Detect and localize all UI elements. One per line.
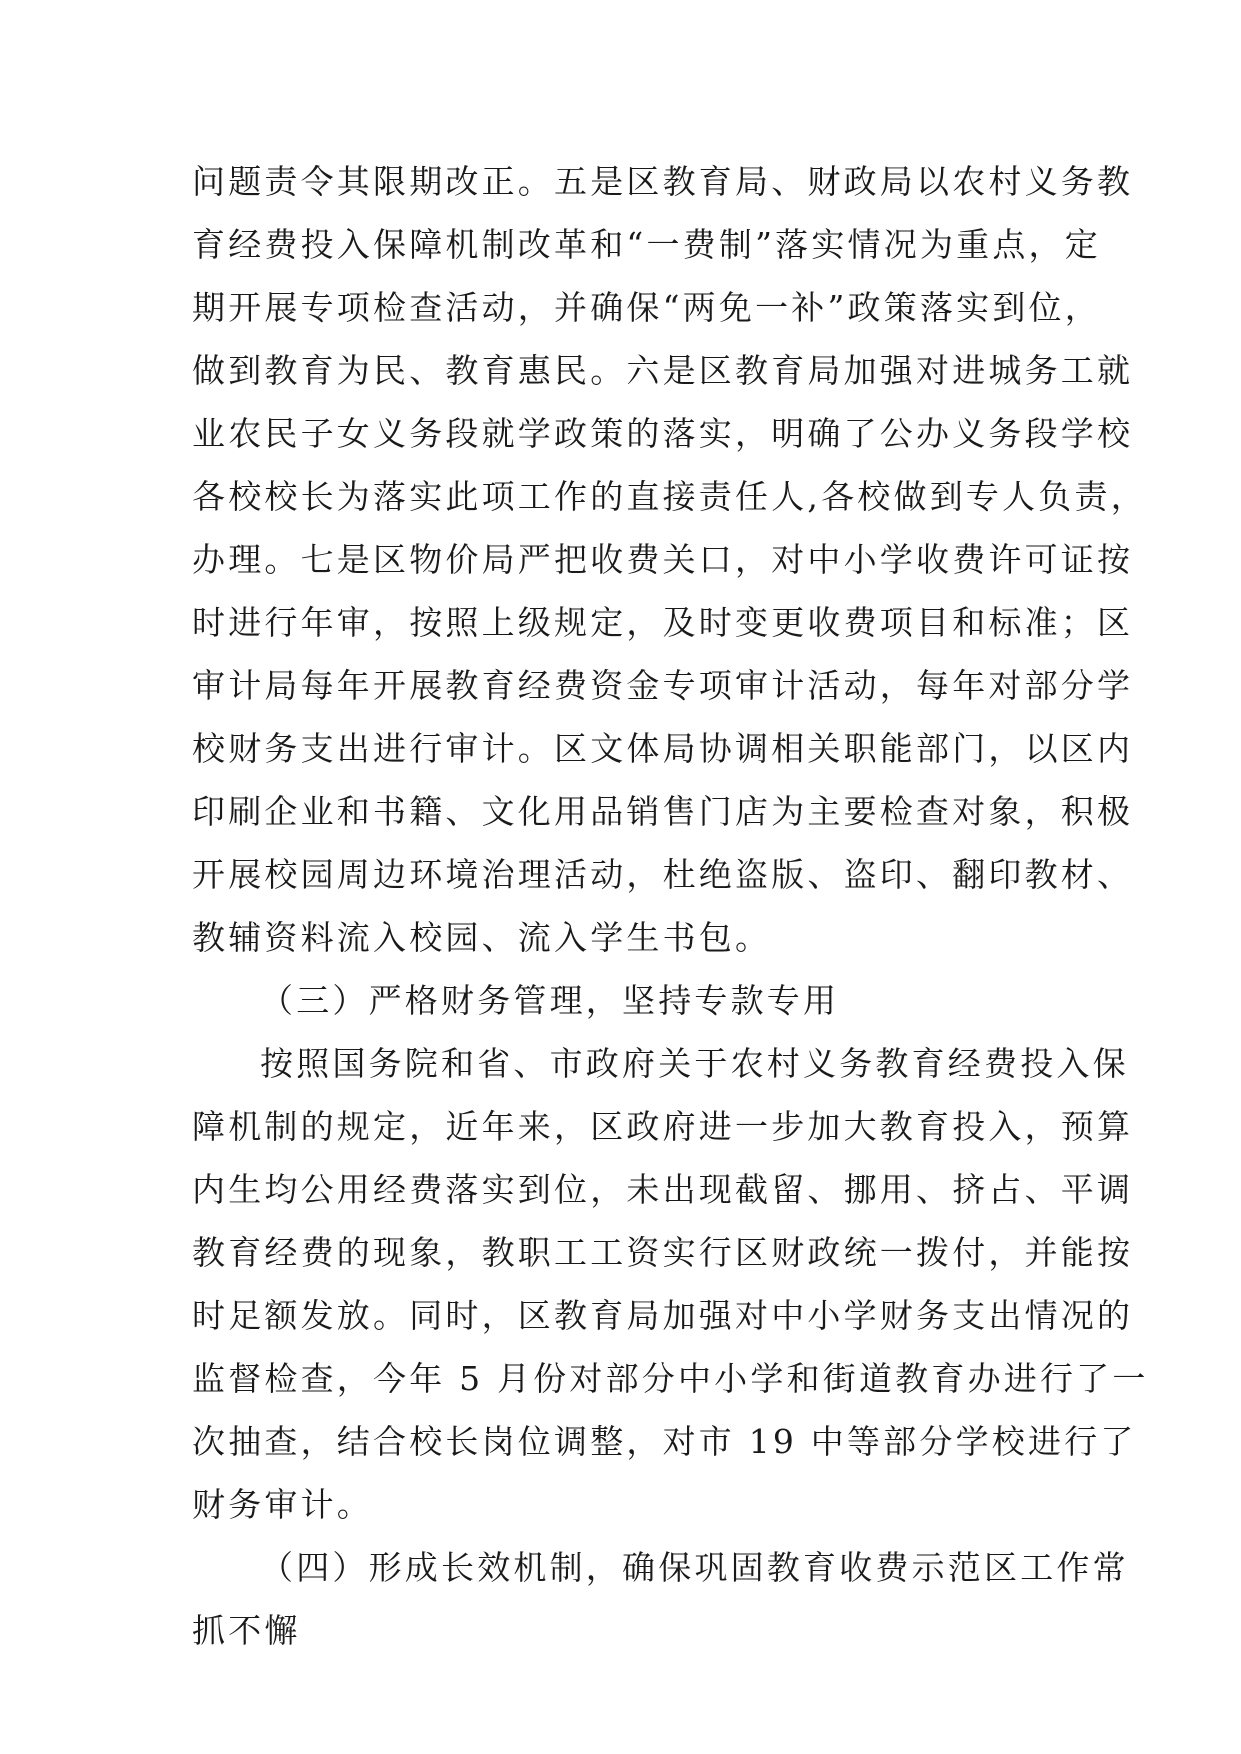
document-body (192, 150, 1149, 1662)
text-line: 办理。七是区物价局严把收费关口，对中小学收费许可证按 (192, 540, 1134, 579)
text-line: 审计局每年开展教育经费资金专项审计活动，每年对部分学 (192, 666, 1134, 705)
text-line: 次抽查，结合校长岗位调整，对市 19 中等部分学校进行了 (192, 1422, 1137, 1461)
text-line: 障机制的规定，近年来，区政府进一步加大教育投入，预算 (192, 1107, 1134, 1146)
text-line: 开展校园周边环境治理活动，杜绝盗版、盗印、翻印教材、 (192, 855, 1134, 894)
text-line: 期开展专项检查活动，并确保“两免一补”政策落实到位， (192, 288, 1101, 327)
text-line: 业农民子女义务段就学政策的落实，明确了公办义务段学校 (192, 414, 1134, 453)
text-line: 财务审计。 (192, 1485, 373, 1524)
text-line: 教辅资料流入校园、流入学生书包。 (192, 918, 772, 957)
section-heading-3: （三）严格财务管理，坚持专款专用 (260, 981, 840, 1020)
text-line: 做到教育为民、教育惠民。六是区教育局加强对进城务工就 (192, 351, 1134, 390)
text-line: 监督检查，今年 5 月份对部分中小学和街道教育办进行了一 (192, 1359, 1149, 1398)
text-line: 时进行年审，按照上级规定，及时变更收费项目和标准；区 (192, 603, 1134, 642)
text-line: 校财务支出进行审计。区文体局协调相关职能部门，以区内 (192, 729, 1134, 768)
section-heading-4: （四）形成长效机制，确保巩固教育收费示范区工作常 (260, 1548, 1129, 1587)
text-line: 教育经费的现象，教职工工资实行区财政统一拨付，并能按 (192, 1233, 1134, 1272)
section-heading-4-continued: 抓不懈 (192, 1611, 301, 1650)
text-line: 各校校长为落实此项工作的直接责任人,各校做到专人负责， (192, 477, 1147, 516)
text-line: 育经费投入保障机制改革和“一费制”落实情况为重点，定 (192, 225, 1101, 264)
paragraph-first-line: 按照国务院和省、市政府关于农村义务教育经费投入保 (260, 1044, 1129, 1083)
text-line: 时足额发放。同时，区教育局加强对中小学财务支出情况的 (192, 1296, 1134, 1335)
text-line: 印刷企业和书籍、文化用品销售门店为主要检查对象，积极 (192, 792, 1134, 831)
text-line: 问题责令其限期改正。五是区教育局、财政局以农村义务教 (192, 162, 1134, 201)
text-line: 内生均公用经费落实到位，未出现截留、挪用、挤占、平调 (192, 1170, 1134, 1209)
